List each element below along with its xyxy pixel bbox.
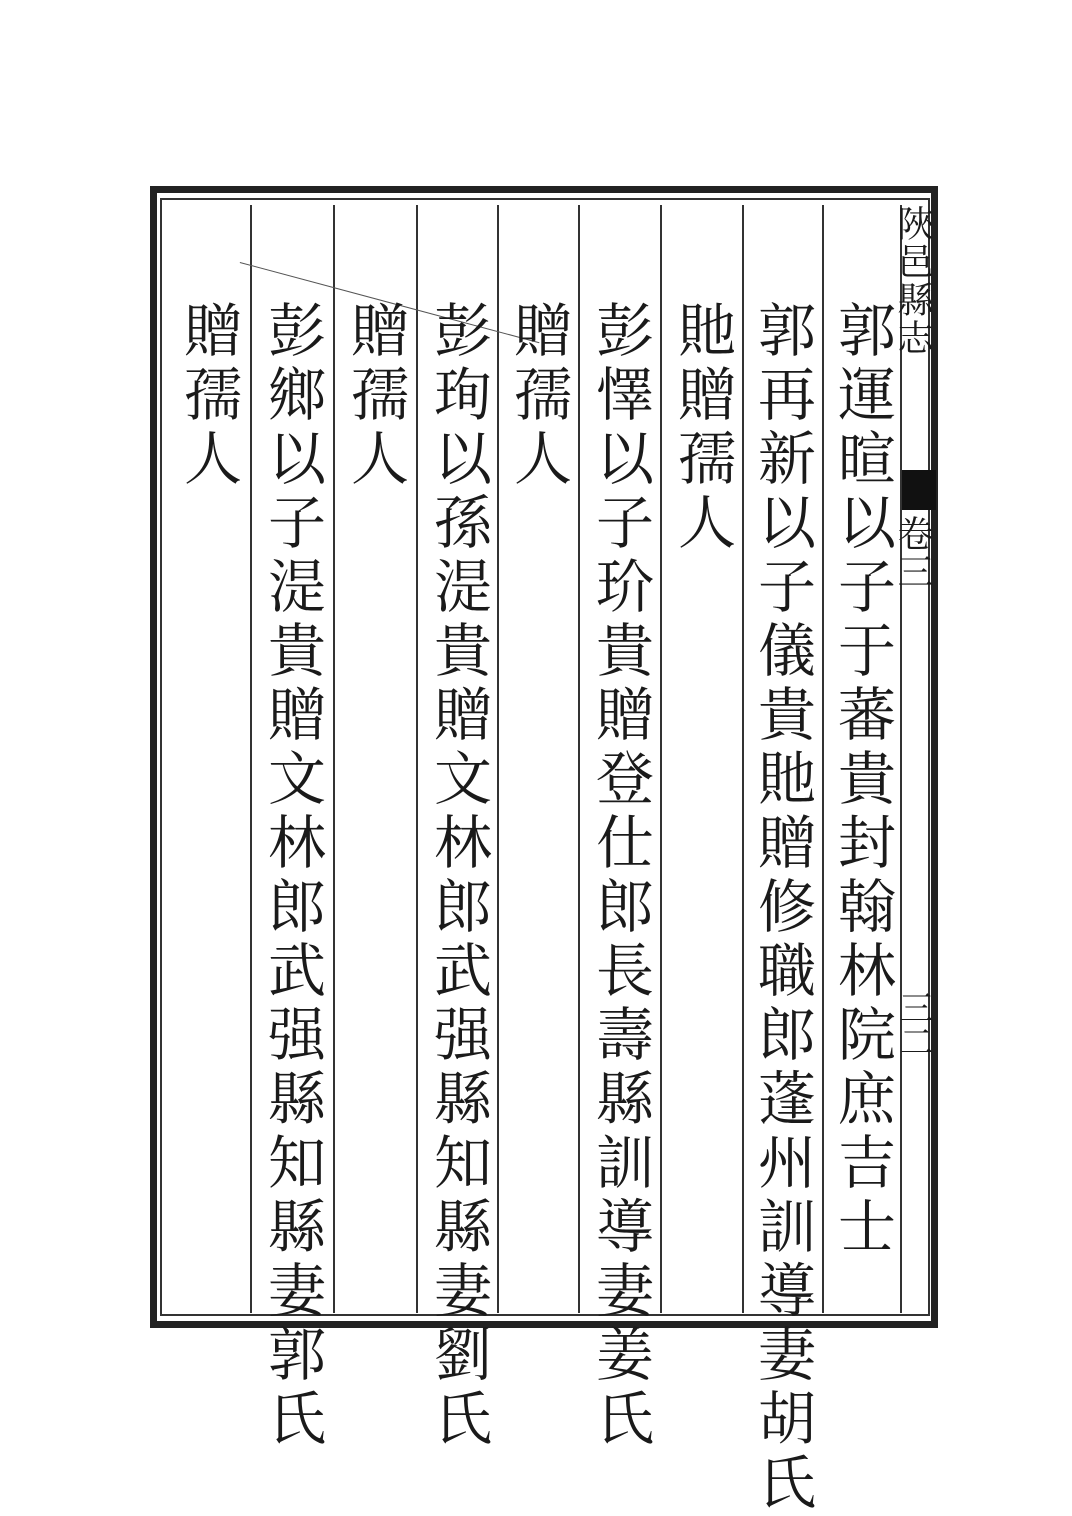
text-column-7: 贈孺人 <box>341 300 409 492</box>
text-column-1: 郭運暄以子于蕃貴封翰林院庶吉士 <box>828 300 896 1260</box>
column-rule <box>578 205 580 1313</box>
column-rule <box>497 205 499 1313</box>
text-column-2: 郭再新以子儀貴貤贈修職郎蓬州訓導妻胡氏 <box>748 300 816 1516</box>
column-rule <box>333 205 335 1313</box>
text-column-9: 贈孺人 <box>174 300 242 492</box>
text-column-6: 彭珣以孫湜貴贈文林郎武强縣知縣妻劉氏 <box>424 300 492 1452</box>
margin-title: 陜邑縣志 <box>892 205 933 357</box>
column-rule <box>822 205 824 1313</box>
ink-blot <box>902 470 936 510</box>
column-rule <box>900 205 902 1313</box>
folio-number: 三二 <box>893 990 933 1058</box>
text-column-4: 彭懌以子玠貴贈登仕郎長壽縣訓導妻姜氏 <box>586 300 654 1452</box>
text-column-3: 貤贈孺人 <box>668 300 736 556</box>
margin-volume: 卷三 <box>892 515 933 591</box>
column-rule <box>250 205 252 1313</box>
text-column-5: 贈孺人 <box>504 300 572 492</box>
column-rule <box>416 205 418 1313</box>
column-rule <box>742 205 744 1313</box>
text-column-8: 彭鄉以子湜貴贈文林郎武强縣知縣妻郭氏 <box>258 300 326 1452</box>
margin-heading <box>892 205 938 357</box>
column-rule <box>660 205 662 1313</box>
